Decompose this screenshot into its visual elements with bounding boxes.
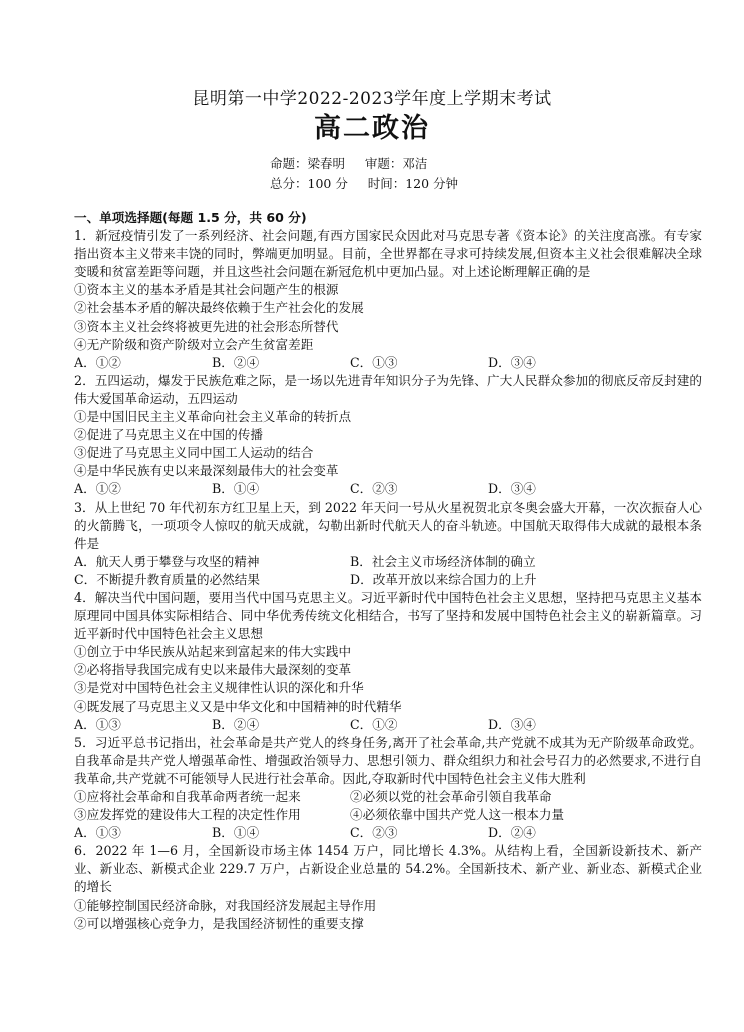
question-1-item: ④无产阶级和资产阶级对立会产生贫富差距 xyxy=(74,336,314,352)
question-1-stem: 1．新冠疫情引发了一系列经济、社会问题,有西方国家民众因此对马克思专著《资本论》的关注度高涨。有专家指出资本主义带来丰饶的同时，弊端更加明显。目前，全世界都在寻求可持续发展,但资本主义社会很难解决全球变暖和贫富差距等问题，并且这些社会问题在新冠危机中更加凸显。对上述论断理解正确的是 xyxy=(74,228,702,280)
question-1-item: ①资本主义的基本矛盾是其社会问题产生的根源 xyxy=(74,282,339,298)
question-5-item: ①应将社会革命和自我革命两者统一起来 xyxy=(74,789,301,804)
option-b: B．①④ xyxy=(212,825,260,841)
option-d: D．③④ xyxy=(488,354,536,370)
total-score: 总分：100 分 xyxy=(270,176,348,191)
option-b: B．②④ xyxy=(212,354,260,370)
exam-info-line xyxy=(270,174,458,192)
subject-title: 高二政治 xyxy=(314,113,430,144)
question-5-items-row-1 xyxy=(74,788,702,806)
option-c: C．①② xyxy=(350,716,398,732)
question-1-options xyxy=(74,354,702,372)
option-c: C．不断提升教育质量的必然结果 xyxy=(74,571,260,587)
question-2-item: ④是中华民族有史以来最深刻最伟大的社会变革 xyxy=(74,463,339,479)
question-2-options xyxy=(74,480,702,498)
option-c: C．②③ xyxy=(350,825,398,841)
exam-staff-line xyxy=(270,154,427,172)
setter-label: 命题：梁春明 xyxy=(270,156,346,171)
option-a: A．①③ xyxy=(74,716,121,732)
option-c: C．②③ xyxy=(350,481,398,497)
question-4-stem: 4．解决当代中国问题，要用当代中国马克思主义。习近平新时代中国特色社会主义思想，坚持把马克思主义基本原理同中国具体实际相结合、同中华优秀传统文化相结合，书写了坚持和发展中国特色社会主义的崭新篇章。习近平新时代中国特色社会主义思想 xyxy=(74,589,702,642)
question-5-options xyxy=(74,824,702,842)
option-a: A．①② xyxy=(74,354,121,370)
exam-time: 时间：120 分钟 xyxy=(367,176,459,191)
question-5-item: ②必须以党的社会革命引领自我革命 xyxy=(350,789,552,804)
section-heading: 一、单项选择题(每题 1.5 分，共 60 分) xyxy=(74,210,307,225)
question-3-options-row-2 xyxy=(74,571,702,589)
question-4-item: ③是党对中国特色社会主义规律性认识的深化和升华 xyxy=(74,680,364,696)
school-title: 昆明第一中学2022-2023学年度上学期末考试 xyxy=(192,89,552,109)
option-d: D．③④ xyxy=(488,481,536,497)
question-4-options xyxy=(74,716,702,734)
option-b: B．社会主义市场经济体制的确立 xyxy=(350,553,536,569)
option-b: B．②④ xyxy=(212,716,260,732)
question-6-stem: 6．2022 年 1—6 月，全国新设市场主体 1454 万户，同比增长 4.3%。从结构上看，全国新设新技术、新产业、新业态、新模式企业 229.7 万户，占新设企业总量的 54.2%。全国新技术、新产业、新业态、新模式企业的增长 xyxy=(74,843,702,895)
question-4-item: ④既发展了马克思主义又是中华文化和中国精神的时代精华 xyxy=(74,698,402,714)
question-5-items-row-2 xyxy=(74,806,702,824)
questions-area xyxy=(74,209,702,933)
option-d: D．②④ xyxy=(488,825,536,841)
question-3-options-row-1 xyxy=(74,553,702,571)
option-b: B．①④ xyxy=(212,481,260,497)
option-a: A．航天人勇于攀登与攻坚的精神 xyxy=(74,553,260,569)
option-a: A．①③ xyxy=(74,825,121,841)
question-6-item: ②可以增强核心竞争力，是我国经济韧性的重要支撑 xyxy=(74,915,364,931)
question-6-item: ①能够控制国民经济命脉，对我国经济发展起主导作用 xyxy=(74,897,377,913)
reviewer-label: 审题：邓洁 xyxy=(364,156,428,171)
question-1-item: ③资本主义社会终将被更先进的社会形态所替代 xyxy=(74,318,339,334)
question-5-item: ④必须依靠中国共产党人这一根本力量 xyxy=(350,807,565,823)
question-4-item: ①创立于中华民族从站起来到富起来的伟大实践中 xyxy=(74,644,352,660)
question-2-item: ①是中国旧民主主义革命向社会主义革命的转折点 xyxy=(74,409,352,425)
question-5-stem: 5．习近平总书记指出，社会革命是共产党人的终身任务,离开了社会革命,共产党就不成其为无产阶级革命政党。自我革命是共产党人增强革命性、增强政治领导力、思想引领力、群众组织力和社会号召力的必然要求,不进行自我革命,共产党就不可能领导人民进行社会革命。因此,夺取新时代中国特色社会主义伟大胜利 xyxy=(74,734,702,786)
question-5-item: ③应发挥党的建设伟大工程的决定性作用 xyxy=(74,807,301,823)
question-1-item: ②社会基本矛盾的解决最终依赖于生产社会化的发展 xyxy=(74,300,364,316)
question-4-item: ②必将指导我国完成有史以来最伟大最深刻的变革 xyxy=(74,662,352,678)
question-2-item: ③促进了马克思主义同中国工人运动的结合 xyxy=(74,445,314,461)
option-d: D．改革开放以来综合国力的上升 xyxy=(350,571,537,587)
option-a: A．①② xyxy=(74,481,121,497)
question-3-stem: 3．从上世纪 70 年代初东方红卫星上天，到 2022 年天问一号从火星祝贺北京冬奥会盛大开幕，一次次振奋人心的火箭腾飞，一项项令人惊叹的航天成就，勾勒出新时代航天人的奋斗轨迹。中国航天取得伟大成就的最根本条件是 xyxy=(74,499,702,551)
question-2-stem: 2．五四运动，爆发于民族危难之际，是一场以先进青年知识分子为先锋、广大人民群众参加的彻底反帝反封建的伟大爱国革命运动，五四运动 xyxy=(74,372,702,406)
option-d: D．③④ xyxy=(488,716,536,732)
option-c: C．①③ xyxy=(350,354,398,370)
question-2-item: ②促进了马克思主义在中国的传播 xyxy=(74,427,263,443)
